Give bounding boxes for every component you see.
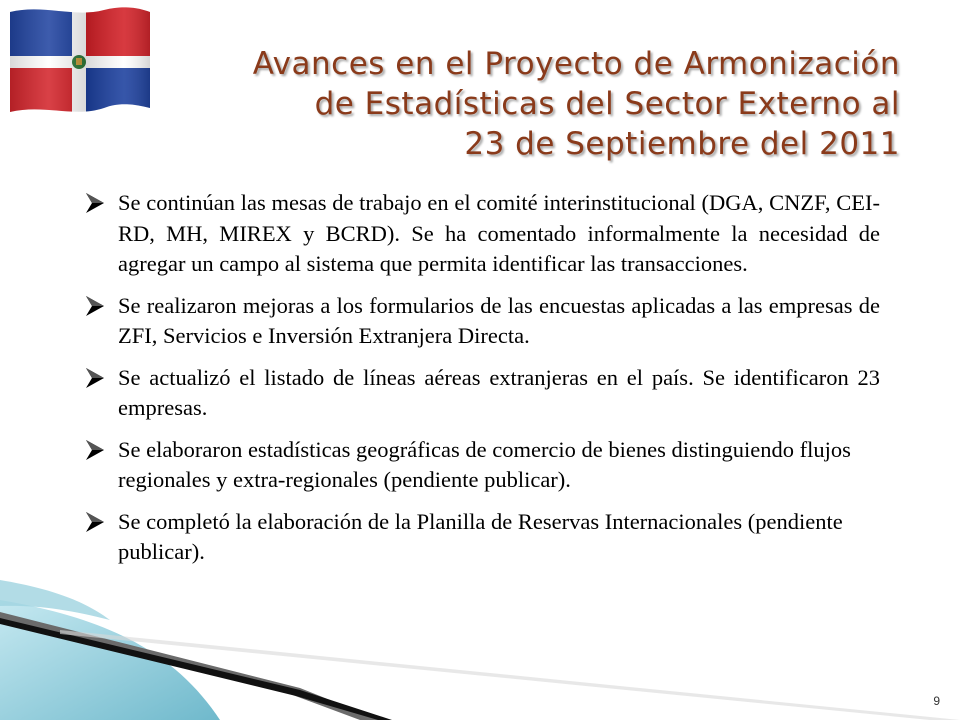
page-number: 9 [933, 694, 940, 708]
bullet-list [82, 188, 880, 579]
arrow-bullet-icon [84, 437, 106, 463]
slide-title [160, 44, 900, 164]
bullet-item [82, 363, 880, 424]
title-line-1: Avances en el Proyecto de Armonización [252, 46, 900, 82]
bullet-text: Se actualizó el listado de líneas aéreas extranjeras en el país. Se identificaron 23 empresas. [118, 364, 880, 420]
bullet-item [82, 291, 880, 352]
arrow-bullet-icon [84, 293, 106, 319]
bullet-text: Se continúan las mesas de trabajo en el comité interinstitucional (DGA, CNZF, CEI-RD, MH, MIREX y BCRD). Se ha comentado informalmente la necesidad de agregar un campo al sistema que permita identificar las transacciones. [118, 190, 880, 276]
bullet-item [82, 188, 880, 280]
bullet-item [82, 435, 880, 496]
arrow-bullet-icon [84, 365, 106, 391]
title-line-3: 23 de Septiembre del 2011 [464, 126, 900, 162]
bullet-item [82, 507, 880, 568]
arrow-bullet-icon [84, 509, 106, 535]
arrow-bullet-icon [84, 190, 106, 216]
decorative-swoosh [0, 560, 960, 720]
title-line-2: de Estadísticas del Sector Externo al [314, 86, 900, 122]
bullet-text: Se completó la elaboración de la Planilla de Reservas Internacionales (pendiente publicar). [118, 508, 843, 564]
bullet-text: Se realizaron mejoras a los formularios de las encuestas aplicadas a las empresas de ZFI, Servicios e Inversión Extranjera Directa. [118, 292, 880, 348]
dominican-republic-flag-icon [4, 4, 154, 122]
bullet-text: Se elaboraron estadísticas geográficas de comercio de bienes distinguiendo flujos regionales y extra-regionales (pendiente publicar). [118, 436, 851, 492]
